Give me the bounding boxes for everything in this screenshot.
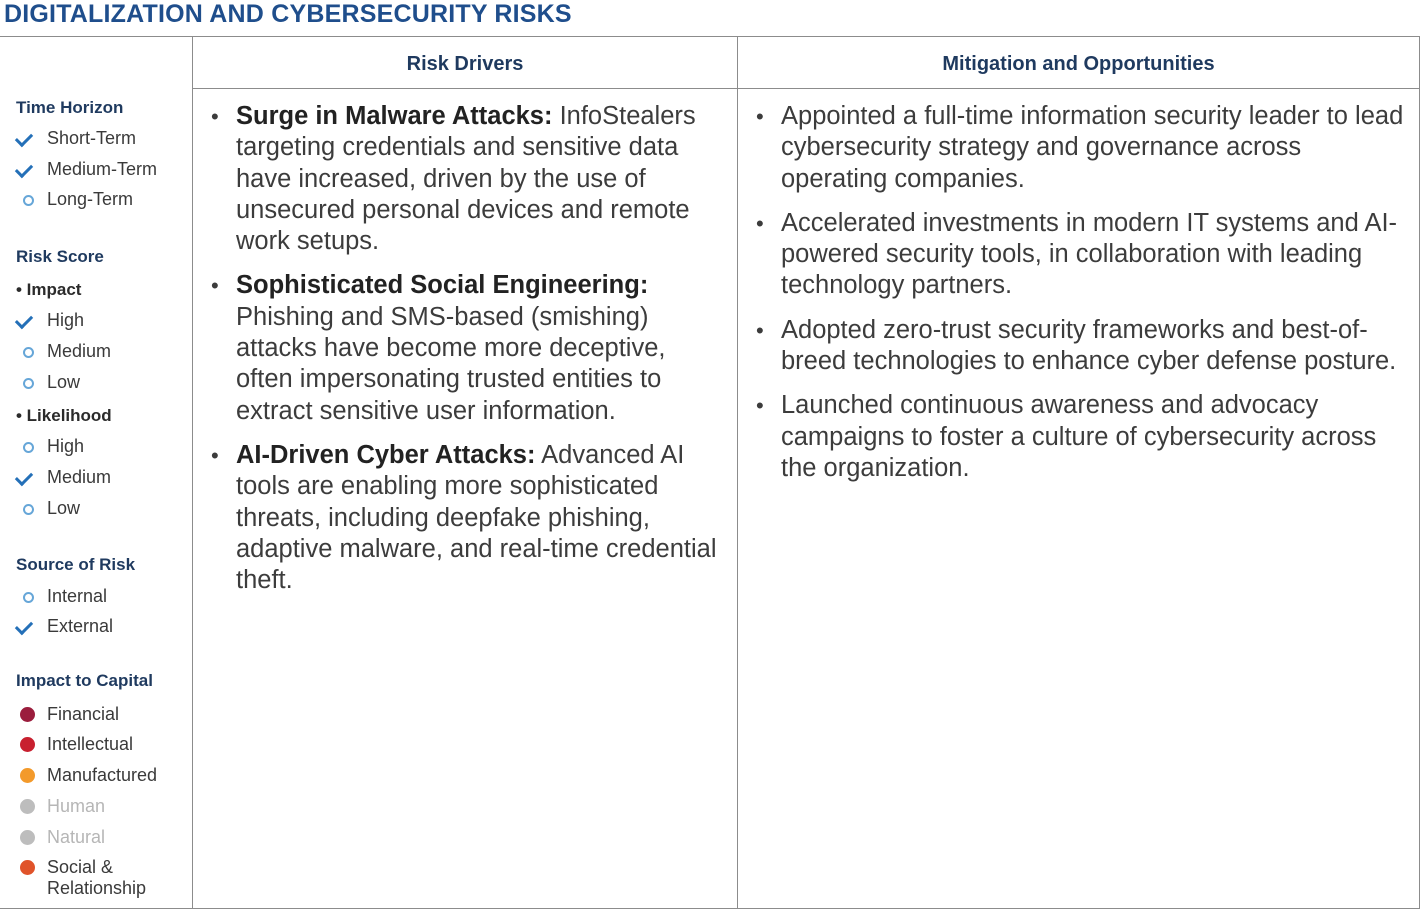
checkmark-icon <box>16 467 47 488</box>
likelihood-option <box>16 436 84 457</box>
checkmark-icon <box>16 310 47 331</box>
option-label: Financial <box>47 704 120 724</box>
item-lead: AI-Driven Cyber Attacks: <box>236 440 536 469</box>
checkmark-icon <box>16 159 47 180</box>
likelihood-option <box>16 467 111 488</box>
filled-circle-icon <box>16 704 47 725</box>
item-text: Appointed a full-time information security leader to lead cybersecurity strategy and governance across operating companies. <box>781 102 1404 193</box>
list-item <box>211 101 723 257</box>
source-option <box>16 616 113 637</box>
bullet-icon: • <box>211 104 219 129</box>
right-border <box>1419 36 1420 909</box>
page-title: DIGITALIZATION AND CYBERSECURITY RISKS <box>4 0 572 28</box>
item-text: InfoStealers targeting credentials and sensitive data have increased, driven by the use of unsecured personal devices and remote work setups. <box>236 102 696 256</box>
option-label: Intellectual <box>47 734 134 754</box>
list-item <box>756 390 1404 484</box>
impact-subtitle: • Impact <box>16 280 82 299</box>
option-label: High <box>47 310 85 330</box>
capital-item-social-relationship <box>16 857 146 899</box>
empty-circle-icon <box>16 189 47 210</box>
risk-drivers-list <box>211 101 723 609</box>
bullet-icon: • <box>211 442 219 468</box>
filled-circle-icon <box>16 827 47 848</box>
empty-circle-icon <box>16 498 47 519</box>
item-text: Adopted zero-trust security frameworks and best-of-breed technologies to enhance cyber defense posture. <box>781 315 1397 376</box>
item-text: Phishing and SMS-based (smishing) attacks have become more deceptive, often impersonating trusted entities to extract sensitive user information. <box>236 302 666 425</box>
impact-to-capital-title: Impact to Capital <box>16 671 153 690</box>
list-item <box>211 270 723 426</box>
bullet-icon: • <box>756 104 764 129</box>
impact-option <box>16 310 84 331</box>
source-of-risk-title: Source of Risk <box>16 555 136 574</box>
option-label: Low <box>47 498 81 518</box>
likelihood-option <box>16 498 80 519</box>
option-label: High <box>47 436 85 456</box>
column-header-mitigation: Mitigation and Opportunities <box>942 53 1215 75</box>
list-item <box>756 208 1404 302</box>
option-label: Long-Term <box>47 189 134 209</box>
option-label: Short-Term <box>47 128 137 148</box>
bullet-icon: • <box>756 317 764 343</box>
capital-item-intellectual <box>16 734 133 755</box>
bullet-icon: • <box>756 393 764 419</box>
option-label: Low <box>47 372 81 392</box>
capital-item-financial <box>16 704 119 725</box>
item-lead: Surge in Malware Attacks: <box>236 102 553 130</box>
option-label: Medium <box>47 341 112 361</box>
time-horizon-option <box>16 159 157 180</box>
item-text: Advanced AI tools are enabling more sophisticated threats, including deepfake phishing, adaptive malware, and real-time credential theft. <box>236 440 717 595</box>
list-item <box>756 101 1404 195</box>
empty-circle-icon <box>16 586 47 607</box>
column-divider <box>737 36 738 909</box>
time-horizon-option <box>16 189 133 210</box>
bullet-icon: • <box>211 273 219 299</box>
risk-score-title: Risk Score <box>16 247 104 266</box>
sidebar-divider <box>192 36 193 909</box>
option-label: Medium <box>47 467 112 487</box>
bottom-border <box>0 908 1420 909</box>
mitigation-list <box>756 101 1404 497</box>
option-label-line2: Relationship <box>47 878 147 898</box>
capital-item-natural <box>16 827 105 848</box>
item-text: Launched continuous awareness and advocacy campaigns to foster a culture of cybersecurity across the organization. <box>781 391 1377 482</box>
option-label <box>47 857 146 899</box>
checkmark-icon <box>16 616 47 637</box>
capital-item-manufactured <box>16 765 157 786</box>
column-header-risk-drivers: Risk Drivers <box>406 53 524 75</box>
option-label: Medium-Term <box>47 159 158 179</box>
empty-circle-icon <box>16 341 47 362</box>
likelihood-subtitle: • Likelihood <box>16 406 112 425</box>
list-item <box>756 315 1404 378</box>
filled-circle-icon <box>16 765 47 786</box>
header-divider <box>192 88 1420 89</box>
source-option <box>16 586 107 607</box>
checkmark-icon <box>16 128 47 149</box>
impact-option <box>16 372 80 393</box>
filled-circle-icon <box>16 857 47 878</box>
filled-circle-icon <box>16 796 47 817</box>
option-label: Human <box>47 796 106 816</box>
filled-circle-icon <box>16 734 47 755</box>
empty-circle-icon <box>16 436 47 457</box>
option-label: Manufactured <box>47 765 158 785</box>
capital-item-human <box>16 796 105 817</box>
impact-option <box>16 341 111 362</box>
list-item <box>211 440 723 596</box>
item-text: Accelerated investments in modern IT systems and AI-powered security tools, in collaboration with leading technology partners. <box>781 208 1398 300</box>
top-border <box>0 36 1420 37</box>
empty-circle-icon <box>16 372 47 393</box>
time-horizon-title: Time Horizon <box>16 98 124 117</box>
option-label-line1: Social & <box>47 857 114 877</box>
option-label: Internal <box>47 586 108 606</box>
option-label: Natural <box>47 827 106 847</box>
option-label: External <box>47 616 114 636</box>
item-lead: Sophisticated Social Engineering: <box>236 271 649 300</box>
bullet-icon: • <box>756 210 764 236</box>
time-horizon-option <box>16 128 136 149</box>
